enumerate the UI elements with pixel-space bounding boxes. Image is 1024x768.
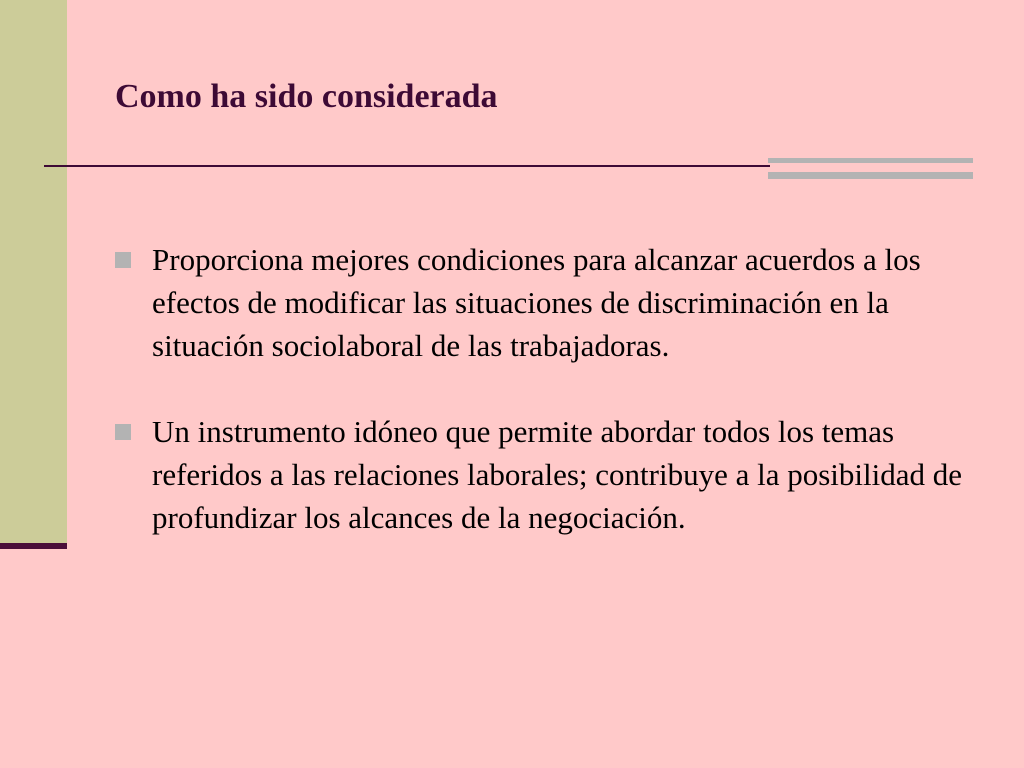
left-decorative-band: [0, 0, 67, 548]
slide-title: Como ha sido considerada: [115, 78, 498, 115]
left-band-underline: [0, 543, 67, 549]
bullet-text: Proporciona mejores condiciones para alcanzar acuerdos a los efectos de modificar las situaciones de discriminación en la situación sociolaboral de las trabajadoras.: [152, 242, 921, 363]
bullet-text: Un instrumento idóneo que permite abordar todos los temas referidos a las relaciones laborales; contribuye a la posibilidad de profundizar los alcances de la negociación.: [152, 414, 962, 535]
bullet-item: [115, 410, 975, 539]
title-divider-accent-top: [768, 158, 973, 163]
title-divider: [44, 165, 770, 167]
title-divider-accent-bottom: [768, 172, 973, 179]
bullet-item: [115, 238, 975, 367]
bullet-list: [115, 238, 975, 582]
square-bullet-icon: [115, 252, 131, 268]
square-bullet-icon: [115, 424, 131, 440]
